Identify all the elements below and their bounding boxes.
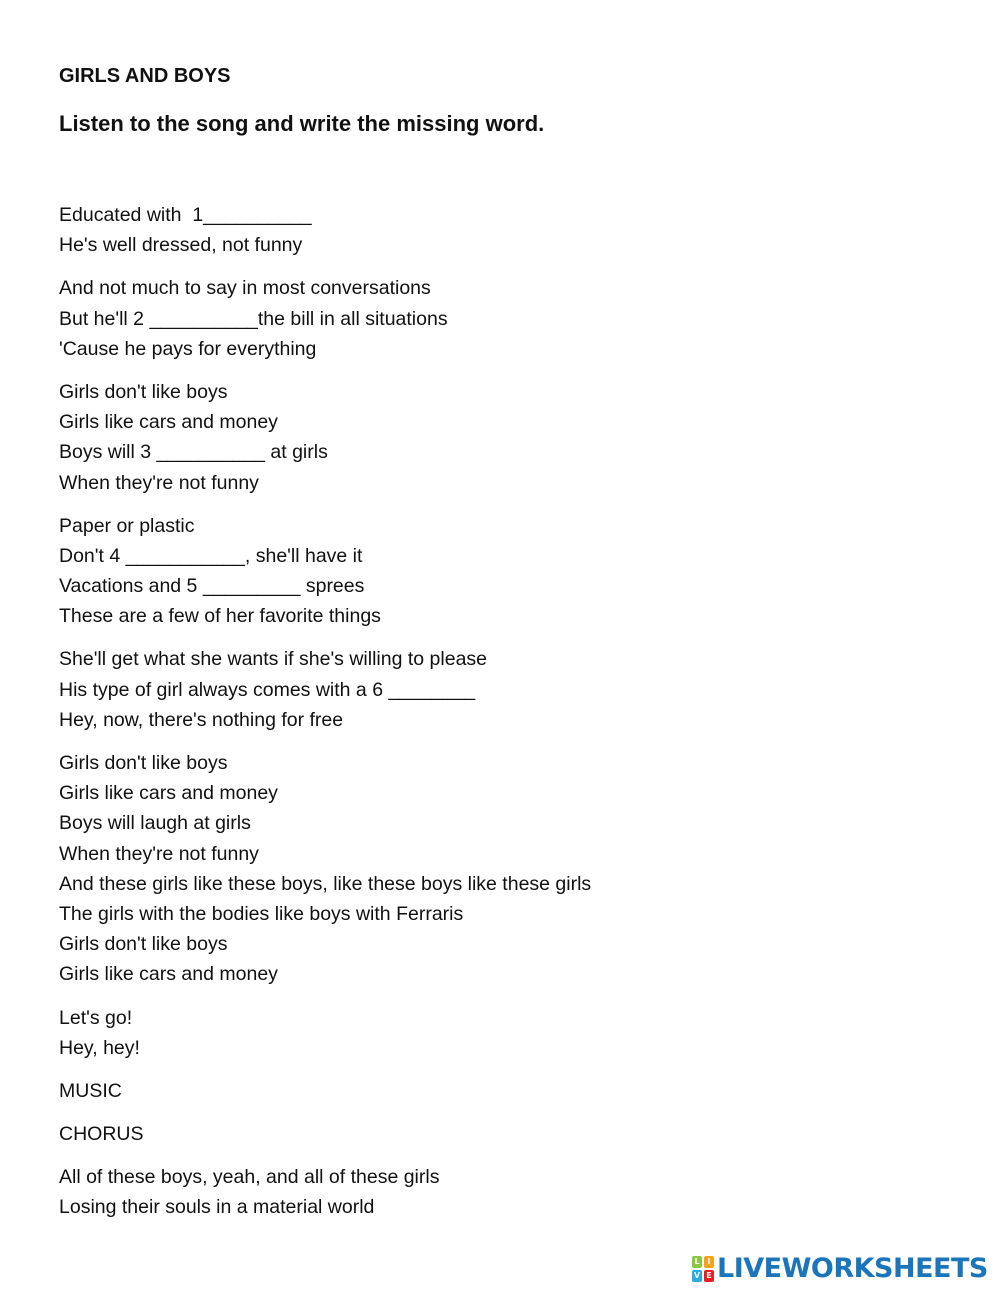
logo-badge-letter: E: [704, 1270, 714, 1282]
lyrics-body: [59, 200, 959, 1236]
lyric-line: He's well dressed, not funny: [59, 234, 303, 257]
stanza-music: [59, 1076, 959, 1106]
stanza-4: [59, 511, 959, 632]
logo-badge-letter: L: [692, 1256, 702, 1268]
lyric-line: Girls don't like boys: [59, 380, 228, 403]
logo-badge-letter: I: [704, 1256, 714, 1268]
stanza-6-chorus: [59, 748, 959, 990]
stanza-final: [59, 1162, 959, 1222]
lyric-line[interactable]: Educated with 1__________: [59, 204, 312, 226]
lyric-line: Girls like cars and money: [59, 782, 278, 805]
lyric-line: Girls don't like boys: [59, 752, 228, 774]
stanza-5: [59, 644, 959, 735]
lyric-line[interactable]: Don't 4 ___________, she'll have it: [59, 544, 363, 567]
lyric-line: Hey, now, there's nothing for free: [59, 708, 344, 731]
logo-badge-icon: [692, 1256, 714, 1282]
lyric-line: 'Cause he pays for everything: [59, 337, 317, 360]
liveworksheets-logo: [692, 1254, 988, 1284]
lyric-line: Girls don't like boys: [59, 933, 228, 956]
lyric-line[interactable]: Boys will 3 __________ at girls: [59, 441, 328, 464]
lyric-line: When they're not funny: [59, 471, 259, 494]
lyric-line: These are a few of her favorite things: [59, 605, 381, 628]
stanza-2: [59, 273, 959, 364]
lyric-line[interactable]: Vacations and 5 _________ sprees: [59, 575, 365, 598]
lyric-line: Girls like cars and money: [59, 963, 278, 986]
lyric-line: She'll get what she wants if she's willing to please: [59, 648, 488, 671]
lyric-line: And these girls like these boys, like these boys like these girls: [59, 872, 592, 895]
worksheet-title: GIRLS AND BOYS: [59, 65, 231, 87]
lyric-line: And not much to say in most conversations: [59, 277, 431, 300]
stanza-chorus: [59, 1119, 959, 1149]
section-label-chorus: CHORUS: [59, 1123, 144, 1146]
logo-text: LIVEWORKSHEETS: [717, 1253, 988, 1284]
lyric-line: The girls with the bodies like boys with Ferraris: [59, 902, 464, 925]
lyric-line: All of these boys, yeah, and all of these girls: [59, 1166, 440, 1189]
logo-badge-letter: V: [693, 1271, 701, 1280]
section-label-music: MUSIC: [59, 1079, 122, 1102]
stanza-7: [59, 1003, 959, 1063]
lyric-line[interactable]: But he'll 2 __________the bill in all situations: [59, 307, 448, 330]
stanza-1: [59, 200, 959, 260]
lyric-line: When they're not funny: [59, 842, 259, 865]
lyric-line: Losing their souls in a material world: [59, 1196, 375, 1219]
lyric-line: Let's go!: [59, 1006, 133, 1029]
worksheet-instruction: Listen to the song and write the missing word.: [59, 111, 545, 136]
lyric-line[interactable]: His type of girl always comes with a 6 ________: [59, 678, 476, 701]
lyric-line: Boys will laugh at girls: [59, 812, 251, 835]
lyric-line: Hey, hey!: [59, 1036, 140, 1059]
lyric-line: Girls like cars and money: [59, 411, 278, 434]
lyric-line: Paper or plastic: [59, 514, 195, 537]
stanza-3: [59, 377, 959, 498]
